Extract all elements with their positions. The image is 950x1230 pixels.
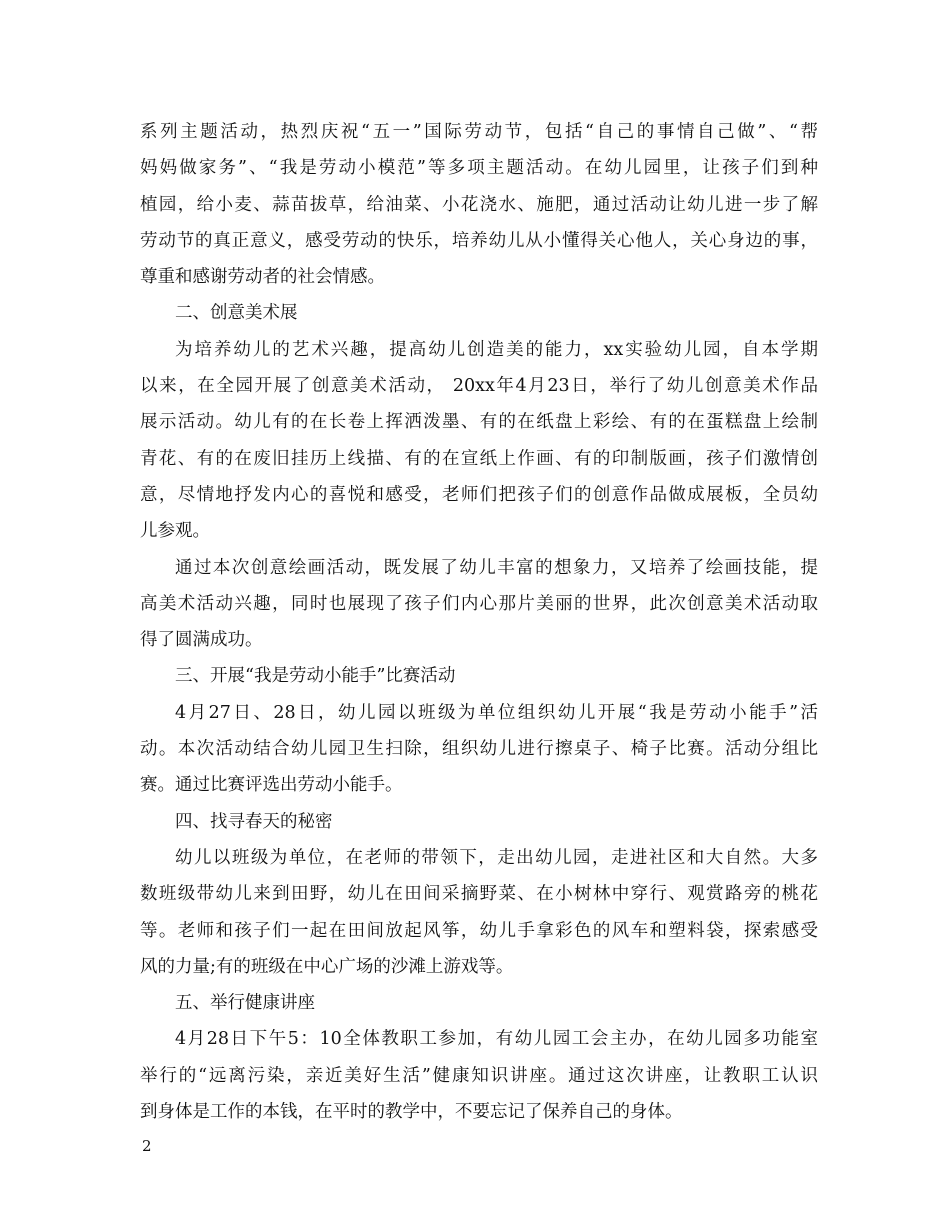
text-line: 得了圆满成功。 [140,630,263,651]
text-line: 幼儿以班级为单位，在老师的带领下，走出幼儿园，走进社区和大自然。大多 [175,847,818,868]
text-line: 三、开展“我是劳动小能手”比赛活动 [175,666,456,687]
text-line: 赛。通过比赛评选出劳动小能手。 [140,775,403,796]
text-line: 意，尽情地抒发内心的喜悦和感受，老师们把孩子们的创意作品做成展板，全员幼 [140,484,818,505]
text-line: 4月28日下午5：10全体教职工参加，有幼儿园工会主办，在幼儿园多功能室 [175,1029,818,1050]
text-line: 以来，在全园开展了创意美术活动， 20xx年4月23日，举行了幼儿创意美术作品 [140,376,818,397]
text-line: 青花、有的在废旧挂历上线描、有的在宣纸上作画、有的印制版画，孩子们激情创 [140,448,818,469]
text-line: 植园，给小麦、蒜苗拔草，给油菜、小花浇水、施肥，通过活动让幼儿进一步了解 [140,194,818,215]
text-line: 到身体是工作的本钱，在平时的教学中，不要忘记了保养自己的身体。 [140,1102,683,1123]
text-line: 高美术活动兴趣，同时也展现了孩子们内心那片美丽的世界，此次创意美术活动取 [140,593,818,614]
text-line: 动。本次活动结合幼儿园卫生扫除，组织幼儿进行擦桌子、椅子比赛。活动分组比 [140,739,818,760]
text-line: 数班级带幼儿来到田野，幼儿在田间采摘野菜、在小树林中穿行、观赏路旁的桃花 [140,884,818,905]
text-line: 尊重和感谢劳动者的社会情感。 [140,267,385,288]
text-line: 等。老师和孩子们一起在田间放起风筝，幼儿手拿彩色的风车和塑料袋，探索感受 [140,920,818,941]
text-line: 展示活动。幼儿有的在长卷上挥洒泼墨、有的在纸盘上彩绘、有的在蛋糕盘上绘制 [140,412,818,433]
page-number: 2 [142,1137,152,1155]
text-line: 举行的“远离污染，亲近美好生活”健康知识讲座。通过这次讲座，让教职工认识 [140,1065,818,1086]
text-line: 妈妈做家务”、“我是劳动小模范”等多项主题活动。在幼儿园里，让孩子们到种 [140,158,818,179]
document-body [140,114,818,1130]
text-line: 为培养幼儿的艺术兴趣，提高幼儿创造美的能力，xx实验幼儿园，自本学期 [175,339,818,360]
text-line: 二、创意美术展 [175,303,298,324]
text-line: 4月27日、28日，幼儿园以班级为单位组织幼儿开展“我是劳动小能手”活 [175,702,818,723]
text-line: 风的力量;有的班级在中心广场的沙滩上游戏等。 [140,956,514,977]
text-line: 五、举行健康讲座 [175,993,315,1014]
text-line: 劳动节的真正意义，感受劳动的快乐，培养幼儿从小懂得关心他人，关心身边的事， [140,230,818,251]
text-line: 四、找寻春天的秘密 [175,811,333,832]
text-line: 儿参观。 [140,521,210,542]
text-line: 系列主题活动，热烈庆祝“五一”国际劳动节，包括“自己的事情自己做”、“帮 [140,122,818,142]
text-line: 通过本次创意绘画活动，既发展了幼儿丰富的想象力，又培养了绘画技能，提 [175,557,818,578]
